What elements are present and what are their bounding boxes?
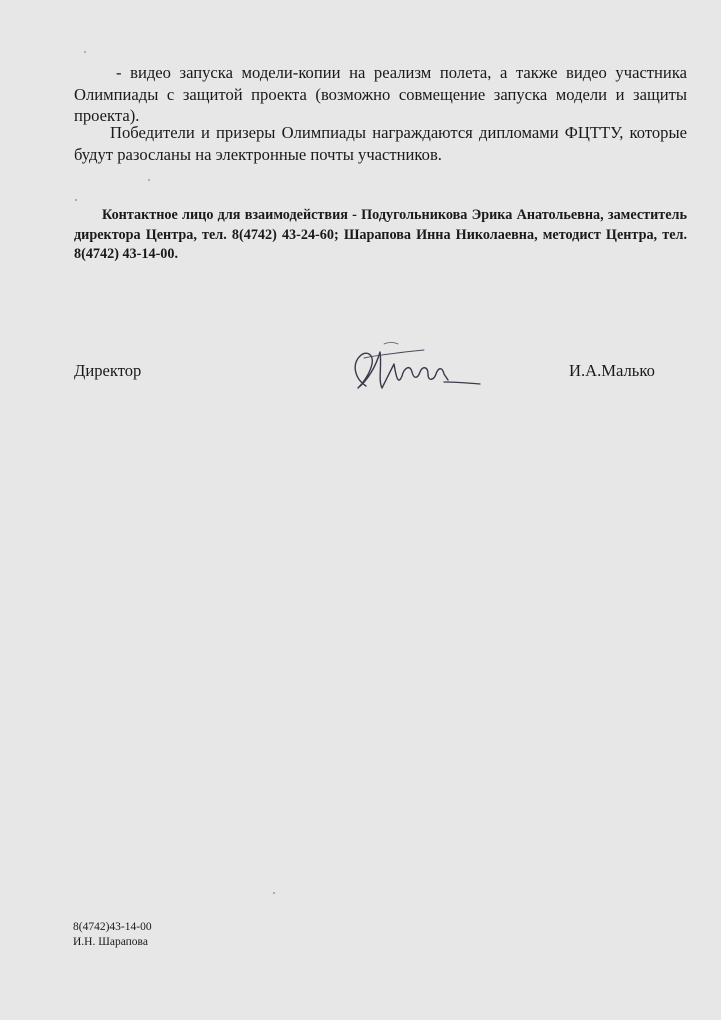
executor-name: И.Н. Шарапова xyxy=(73,936,148,948)
executor-footer xyxy=(73,920,152,950)
paragraph-winners: Победители и призеры Олимпиады награждаются дипломами ФЦТТУ, которые будут разосланы на электронные почты участников. xyxy=(74,123,687,164)
director-name: И.А.Малько xyxy=(569,361,655,380)
scan-speck xyxy=(148,179,150,181)
scan-speck xyxy=(273,892,275,894)
handwritten-signature xyxy=(344,336,484,396)
paragraph-video-requirement: - видео запуска модели-копии на реализм полета, а также видео участника Олимпиады с защитой проекта (возможно совмещение запуска модели и защиты проекта). xyxy=(74,63,687,125)
contact-person-info: Контактное лицо для взаимодействия - Подугольникова Эрика Анатольевна, заместитель директора Центра, тел. 8(4742) 43-24-60; Шарапова Инна Николаевна, методист Центра, тел. 8(4742) 43-14-00. xyxy=(74,207,687,262)
scan-speck xyxy=(84,51,86,53)
scan-speck xyxy=(75,199,77,201)
director-title: Директор xyxy=(74,361,142,380)
executor-phone: 8(4742)43-14-00 xyxy=(73,921,152,933)
